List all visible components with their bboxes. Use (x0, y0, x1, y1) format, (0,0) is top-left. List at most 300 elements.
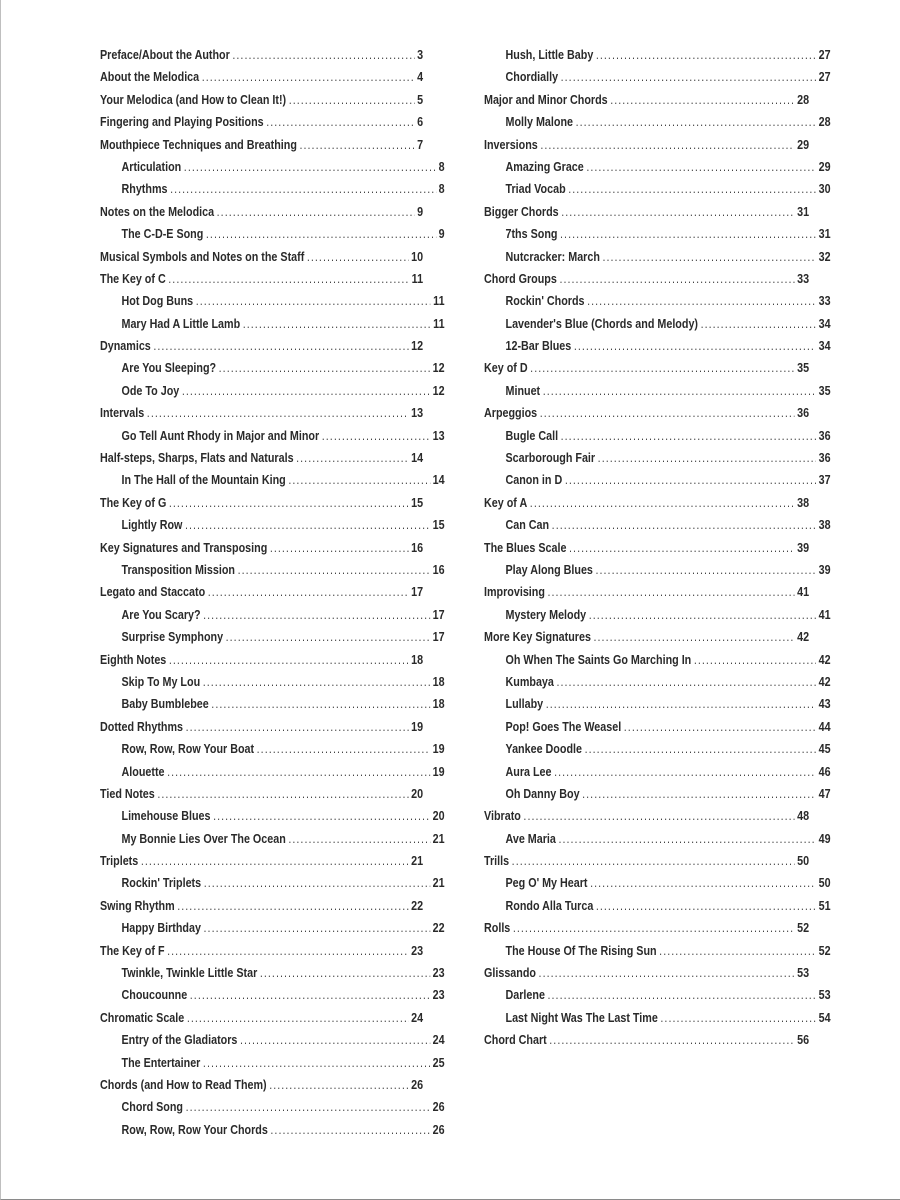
toc-entry-title: Rhythms (121, 182, 168, 197)
toc-page-number: 28 (818, 115, 831, 130)
toc-subentry (100, 626, 445, 648)
toc-dot-leader (257, 738, 430, 760)
toc-subentry (484, 335, 831, 357)
toc-entry-title: Ave Maria (505, 831, 556, 846)
toc-entry (100, 66, 423, 88)
toc-dot-leader (568, 178, 816, 200)
toc-subentry (100, 604, 445, 626)
toc-entry (484, 626, 809, 648)
toc-page-number: 25 (432, 1055, 445, 1070)
toc-dot-leader (211, 693, 430, 715)
toc-page-number: 19 (432, 764, 445, 779)
toc-entry-title: Chord Chart (484, 1033, 547, 1048)
toc-entry-title: Inversions (484, 137, 538, 152)
toc-subentry (484, 66, 831, 88)
toc-entry (484, 402, 809, 424)
toc-entry-title: Are You Scary? (121, 607, 201, 622)
toc-page-number: 43 (818, 697, 831, 712)
toc-page-number: 24 (411, 1010, 424, 1025)
toc-page-number: 53 (797, 966, 810, 981)
toc-page-number: 12 (432, 383, 445, 398)
toc-dot-leader (288, 469, 430, 491)
toc-entry (484, 962, 809, 984)
toc-subentry (484, 246, 831, 268)
toc-subentry (484, 940, 831, 962)
toc-dot-leader (585, 738, 816, 760)
toc-dot-leader (202, 66, 415, 88)
toc-page-number: 46 (818, 764, 831, 779)
toc-dot-leader (196, 290, 431, 312)
toc-dot-leader (169, 649, 409, 671)
toc-entry-title: Oh When The Saints Go Marching In (505, 652, 692, 667)
toc-page-number: 3 (417, 48, 424, 62)
toc-entry (484, 89, 809, 111)
toc-entry-title: The C-D-E Song (121, 227, 204, 242)
toc-dot-leader (226, 626, 430, 648)
toc-entry-title: Major and Minor Chords (484, 92, 608, 107)
toc-page-number: 33 (818, 294, 831, 309)
toc-dot-leader (177, 895, 408, 917)
toc-entry-title: Mouthpiece Techniques and Breathing (100, 137, 297, 152)
toc-dot-leader (556, 671, 816, 693)
toc-entry-title: Intervals (100, 406, 145, 421)
toc-entry-title: Lullaby (505, 697, 544, 712)
toc-dot-leader (560, 223, 816, 245)
toc-dot-leader (523, 805, 794, 827)
toc-subentry (484, 111, 831, 133)
toc-dot-leader (561, 425, 816, 447)
toc-page-number: 47 (818, 786, 831, 801)
toc-subentry (484, 156, 831, 178)
toc-subentry (484, 783, 831, 805)
toc-dot-leader (157, 783, 408, 805)
toc-dot-leader (243, 313, 431, 335)
toc-entry-title: Kumbaya (505, 674, 554, 689)
toc-entry (100, 89, 423, 111)
toc-subentry (484, 178, 831, 200)
toc-entry (484, 850, 809, 872)
toc-subentry (100, 514, 445, 536)
toc-page-number: 16 (432, 562, 445, 577)
toc-entry-title: Darlene (505, 988, 545, 1003)
toc-page-number: 56 (797, 1033, 810, 1048)
toc-subentry (100, 872, 445, 894)
toc-entry-title: Fingering and Playing Positions (100, 115, 264, 130)
toc-dot-leader (184, 156, 436, 178)
toc-entry-title: Chord Groups (484, 271, 557, 286)
toc-page-number: 52 (797, 921, 810, 936)
toc-dot-leader (576, 111, 816, 133)
toc-subentry (100, 738, 445, 760)
toc-page-number: 16 (411, 540, 424, 555)
toc-entry-title: Scarborough Fair (505, 451, 596, 466)
toc-entry-title: Vibrato (484, 809, 521, 824)
toc-entry-title: Baby Bumblebee (121, 697, 209, 712)
toc-page-number: 42 (797, 630, 810, 645)
toc-dot-leader (213, 805, 430, 827)
toc-dot-leader (169, 492, 409, 514)
toc-entry (100, 246, 423, 268)
toc-entry-title: The House Of The Rising Sun (505, 943, 657, 958)
toc-entry-title: Limehouse Blues (121, 809, 211, 824)
toc-subentry (484, 716, 831, 738)
toc-page-number: 41 (818, 607, 831, 622)
toc-dot-leader (589, 604, 816, 626)
toc-subentry (100, 313, 445, 335)
toc-entry-title: Can Can (505, 518, 550, 533)
toc-subentry (484, 738, 831, 760)
toc-entry-title: Swing Rhythm (100, 898, 175, 913)
toc-entry-title: Bugle Call (505, 428, 559, 443)
toc-page-number: 33 (797, 271, 810, 286)
toc-subentry (484, 649, 831, 671)
toc-dot-leader (170, 178, 436, 200)
toc-dot-leader (185, 514, 430, 536)
toc-dot-leader (260, 962, 430, 984)
toc-subentry (100, 357, 445, 379)
toc-entry-title: The Key of G (100, 495, 167, 510)
toc-entry (484, 268, 809, 290)
toc-entry-title: Transposition Mission (121, 562, 235, 577)
toc-subentry (100, 671, 445, 693)
toc-dot-leader (206, 223, 436, 245)
toc-dot-leader (167, 761, 430, 783)
toc-entry-title: Are You Sleeping? (121, 361, 217, 376)
toc-column-right (484, 44, 831, 1052)
toc-page-number: 14 (411, 451, 424, 466)
toc-dot-leader (217, 201, 415, 223)
toc-entry-title: Dotted Rhythms (100, 719, 184, 734)
toc-dot-leader (540, 402, 795, 424)
toc-dot-leader (307, 246, 409, 268)
toc-entry-title: Your Melodica (and How to Clean It!) (100, 92, 287, 107)
toc-dot-leader (203, 671, 430, 693)
toc-entry-title: More Key Signatures (484, 630, 591, 645)
toc-dot-leader (240, 1029, 430, 1051)
toc-dot-leader (208, 581, 409, 603)
toc-dot-leader (659, 940, 816, 962)
toc-subentry (100, 156, 445, 178)
toc-subentry (100, 559, 445, 581)
toc-dot-leader (530, 357, 794, 379)
toc-entry (100, 402, 423, 424)
toc-entry-title: Eighth Notes (100, 652, 167, 667)
toc-dot-leader (289, 89, 415, 111)
toc-entry-title: Mystery Melody (505, 607, 587, 622)
toc-page-number: 50 (818, 876, 831, 891)
toc-entry (484, 805, 809, 827)
toc-dot-leader (565, 469, 816, 491)
toc-entry (100, 649, 423, 671)
toc-dot-leader (270, 537, 409, 559)
toc-page-number: 26 (432, 1122, 445, 1137)
toc-page-number: 34 (818, 316, 831, 331)
toc-entry-title: Musical Symbols and Notes on the Staff (100, 249, 305, 264)
toc-subentry (100, 805, 445, 827)
toc-page-number: 17 (432, 607, 445, 622)
toc-page-number: 12 (432, 361, 445, 376)
toc-entry-title: In The Hall of the Mountain King (121, 473, 286, 488)
toc-entry-title: Triad Vocab (505, 182, 566, 197)
toc-page-number: 31 (797, 204, 810, 219)
toc-entry (100, 716, 423, 738)
toc-page-number: 22 (432, 921, 445, 936)
toc-page-number: 20 (432, 809, 445, 824)
toc-entry (100, 537, 423, 559)
toc-subentry (100, 469, 445, 491)
toc-page-number: 24 (432, 1033, 445, 1048)
toc-column-left (100, 44, 445, 1141)
toc-page-number: 45 (818, 742, 831, 757)
toc-page-number: 27 (818, 70, 831, 85)
toc-subentry (100, 917, 445, 939)
toc-page-number: 36 (818, 451, 831, 466)
toc-page-number: 48 (797, 809, 810, 824)
toc-page-number: 11 (411, 271, 424, 286)
toc-page-number: 7 (417, 137, 424, 152)
toc-dot-leader (598, 447, 816, 469)
toc-page-number: 23 (432, 988, 445, 1003)
toc-page-number: 21 (432, 876, 445, 891)
toc-dot-leader (554, 761, 816, 783)
toc-subentry (100, 425, 445, 447)
toc-dot-leader (574, 335, 816, 357)
toc-entry-title: Nutcracker: March (505, 249, 600, 264)
toc-subentry (100, 223, 445, 245)
toc-dot-leader (549, 1029, 794, 1051)
toc-page-number: 9 (417, 204, 424, 219)
toc-entry (100, 492, 423, 514)
toc-entry-title: Hot Dog Buns (121, 294, 194, 309)
toc-dot-leader (543, 380, 816, 402)
toc-dot-leader (512, 850, 795, 872)
toc-page-number: 34 (818, 339, 831, 354)
toc-entry-title: Key of D (484, 361, 528, 376)
toc-entry (100, 581, 423, 603)
toc-dot-leader (296, 447, 408, 469)
toc-dot-leader (582, 783, 816, 805)
toc-entry-title: Play Along Blues (505, 562, 593, 577)
toc-subentry (484, 447, 831, 469)
toc-page-number: 31 (818, 227, 831, 242)
toc-page-number: 18 (432, 697, 445, 712)
toc-dot-leader (153, 335, 408, 357)
toc-entry-title: Row, Row, Row Your Chords (121, 1122, 268, 1137)
toc-entry (100, 895, 423, 917)
toc-dot-leader (141, 850, 409, 872)
toc-dot-leader (299, 134, 414, 156)
toc-page-number: 19 (432, 742, 445, 757)
toc-page-number: 6 (417, 115, 424, 130)
toc-page-number: 23 (411, 943, 424, 958)
toc-dot-leader (660, 1007, 816, 1029)
toc-entry-title: Mary Had A Little Lamb (121, 316, 241, 331)
toc-dot-leader (586, 156, 816, 178)
toc-entry-title: Yankee Doodle (505, 742, 582, 757)
toc-page-number: 37 (818, 473, 831, 488)
toc-page-number: 26 (411, 1077, 424, 1092)
toc-entry-title: Rockin' Chords (505, 294, 585, 309)
toc-dot-leader (596, 44, 816, 66)
toc-page-number: 17 (432, 630, 445, 645)
toc-subentry (484, 223, 831, 245)
toc-page-number: 20 (411, 786, 424, 801)
toc-dot-leader (147, 402, 409, 424)
toc-page-number: 13 (411, 406, 424, 421)
toc-entry-title: Canon in D (505, 473, 563, 488)
toc-dot-leader (590, 872, 816, 894)
toc-entry (484, 1029, 809, 1051)
toc-dot-leader (168, 268, 409, 290)
toc-dot-leader (540, 134, 794, 156)
toc-subentry (484, 44, 831, 66)
toc-entry (100, 111, 423, 133)
toc-page-number: 44 (818, 719, 831, 734)
toc-subentry (484, 693, 831, 715)
toc-dot-leader (694, 649, 816, 671)
toc-entry-title: Dynamics (100, 339, 151, 354)
toc-entry-title: Glissando (484, 966, 536, 981)
toc-entry (484, 357, 809, 379)
toc-page-number: 4 (417, 70, 424, 85)
toc-dot-leader (203, 604, 430, 626)
toc-entry-title: Half-steps, Sharps, Flats and Naturals (100, 451, 294, 466)
toc-dot-leader (203, 1052, 430, 1074)
toc-page-number: 5 (417, 92, 424, 107)
toc-dot-leader (182, 380, 430, 402)
toc-page-number: 15 (432, 518, 445, 533)
toc-entry-title: Legato and Staccato (100, 585, 206, 600)
toc-page-number: 41 (797, 585, 810, 600)
toc-dot-leader (558, 828, 816, 850)
toc-subentry (484, 290, 831, 312)
toc-subentry (484, 984, 831, 1006)
toc-entry-title: Lightly Row (121, 518, 183, 533)
toc-entry-title: Key of A (484, 495, 528, 510)
toc-entry (100, 850, 423, 872)
toc-entry-title: Articulation (121, 159, 182, 174)
toc-entry (484, 581, 809, 603)
toc-subentry (484, 761, 831, 783)
toc-subentry (484, 895, 831, 917)
toc-dot-leader (624, 716, 816, 738)
toc-dot-leader (204, 872, 430, 894)
toc-entry (100, 134, 423, 156)
toc-subentry (484, 425, 831, 447)
toc-subentry (484, 872, 831, 894)
toc-dot-leader (569, 537, 794, 559)
toc-entry (484, 134, 809, 156)
toc-entry-title: 12-Bar Blues (505, 339, 572, 354)
toc-dot-leader (204, 917, 430, 939)
toc-page-number: 11 (433, 294, 445, 309)
toc-dot-leader (596, 559, 817, 581)
toc-dot-leader (552, 514, 816, 536)
toc-page-number: 13 (432, 428, 445, 443)
toc-dot-leader (269, 1074, 408, 1096)
toc-dot-leader (186, 716, 409, 738)
toc-dot-leader (561, 66, 816, 88)
toc-page-number: 38 (818, 518, 831, 533)
toc-entry-title: Go Tell Aunt Rhody in Major and Minor (121, 428, 320, 443)
toc-entry (100, 1007, 423, 1029)
toc-entry (484, 917, 809, 939)
toc-entry-title: Key Signatures and Transposing (100, 540, 268, 555)
toc-page-number: 17 (411, 585, 424, 600)
toc-entry (100, 201, 423, 223)
toc-dot-leader (190, 984, 430, 1006)
toc-entry-title: The Entertainer (121, 1055, 201, 1070)
toc-entry-title: Preface/About the Author (100, 48, 230, 62)
toc-page-number: 36 (797, 406, 810, 421)
toc-page-number: 28 (797, 92, 810, 107)
toc-entry-title: Surprise Symphony (121, 630, 224, 645)
toc-dot-leader (548, 984, 816, 1006)
toc-subentry (484, 671, 831, 693)
toc-entry-title: Molly Malone (505, 115, 573, 130)
toc-entry-title: Improvising (484, 585, 545, 600)
toc-entry-title: The Blues Scale (484, 540, 567, 555)
toc-entry-title: Alouette (121, 764, 165, 779)
toc-page-number: 35 (818, 383, 831, 398)
toc-page-number: 22 (411, 898, 424, 913)
toc-entry (484, 537, 809, 559)
toc-dot-leader (559, 268, 794, 290)
toc-entry-title: Chromatic Scale (100, 1010, 185, 1025)
toc-subentry (484, 313, 831, 335)
toc-entry-title: Chordially (505, 70, 559, 85)
toc-dot-leader (288, 828, 430, 850)
toc-entry-title: Amazing Grace (505, 159, 584, 174)
toc-dot-leader (548, 581, 795, 603)
toc-entry (100, 268, 423, 290)
toc-dot-leader (701, 313, 816, 335)
toc-subentry (100, 761, 445, 783)
toc-entry-title: Skip To My Lou (121, 674, 201, 689)
toc-page-number: 39 (797, 540, 810, 555)
toc-subentry (484, 469, 831, 491)
toc-dot-leader (270, 1119, 430, 1141)
toc-entry (100, 44, 423, 66)
toc-entry-title: Notes on the Melodica (100, 204, 215, 219)
toc-page-number: 53 (818, 988, 831, 1003)
toc-entry (100, 940, 423, 962)
toc-entry-title: Triplets (100, 854, 139, 869)
toc-page-number: 36 (818, 428, 831, 443)
toc-entry-title: Lavender's Blue (Chords and Melody) (505, 316, 699, 331)
toc-entry-title: 7ths Song (505, 227, 558, 242)
toc-page-number: 26 (432, 1100, 445, 1115)
toc-page-number: 52 (818, 943, 831, 958)
toc-dot-leader (561, 201, 794, 223)
toc-entry-title: Chord Song (121, 1100, 184, 1115)
toc-page-number: 29 (797, 137, 810, 152)
toc-entry-title: Chords (and How to Read Them) (100, 1077, 267, 1092)
toc-page-number: 12 (411, 339, 424, 354)
toc-page-number: 21 (432, 831, 445, 846)
toc-page-number: 51 (818, 898, 831, 913)
toc-dot-leader (610, 89, 794, 111)
toc-dot-leader (513, 917, 795, 939)
toc-entry-title: Entry of the Gladiators (121, 1033, 238, 1048)
toc-page-number: 49 (818, 831, 831, 846)
toc-entry (484, 492, 809, 514)
toc-page-number: 42 (818, 652, 831, 667)
toc-dot-leader (596, 895, 816, 917)
toc-entry-title: About the Melodica (100, 70, 200, 85)
toc-entry-title: Happy Birthday (121, 921, 201, 936)
toc-subentry (100, 1052, 445, 1074)
